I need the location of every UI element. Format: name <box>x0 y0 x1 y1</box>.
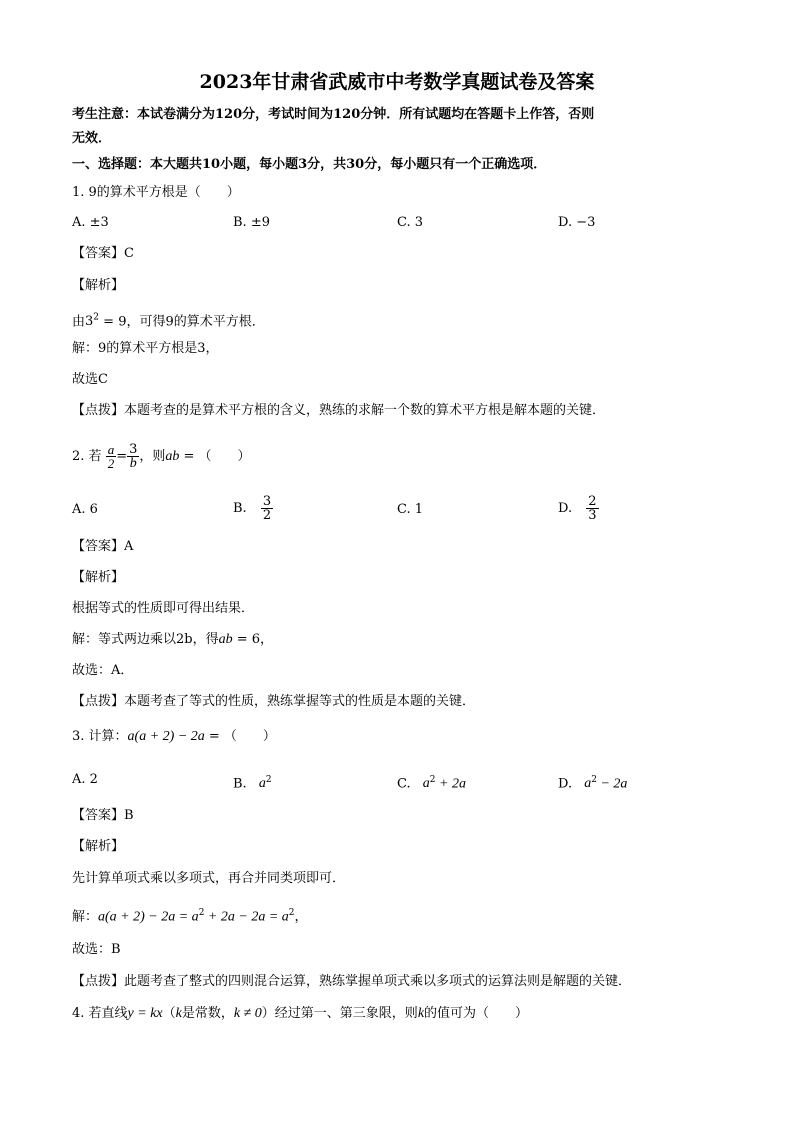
q1-analysis-heading: 【解析】 <box>72 278 125 293</box>
q2-answer: 【答案】A <box>72 539 134 554</box>
q2-option-d: D. $\frac{2}{3}$ <box>558 494 597 523</box>
q1-option-c: C. 3 <box>397 215 424 230</box>
section-heading: 一、选择题：本大题共10小题，每小题3分，共30分，每小题只有一个正确选项． <box>72 157 547 172</box>
q2-option-c: C. 1 <box>397 502 424 517</box>
q2-solution: 解：等式两边乘以2b，得ab = 6， <box>72 632 274 647</box>
q2-fraction-a-over-2: $\frac{a}{2}$ <box>107 442 115 471</box>
q2-tip: 【点拨】本题考查了等式的性质，熟练掌握等式的性质是本题的关键． <box>72 694 476 709</box>
q3-stem: 3. 计算：a(a + 2) − 2a = （ ） <box>72 729 276 744</box>
q2-option-a: A. 6 <box>72 502 98 517</box>
q2-analysis-heading: 【解析】 <box>72 570 125 585</box>
q1-choice: 故选C <box>72 372 108 387</box>
q2-analysis: 根据等式的性质即可得出结果． <box>72 601 255 616</box>
q2-fraction-3-over-b: $\frac{3}{b}$ <box>129 442 138 471</box>
q1-stem: 1. 9的算术平方根是（ ） <box>72 185 240 200</box>
q3-option-b: B. $a^2$ <box>233 775 272 792</box>
notice-line-2: 无效． <box>72 131 112 146</box>
q3-option-c: C. $a^2 + 2a$ <box>397 775 466 792</box>
q2-stem: 2. 若 $\frac{a}{2}$ = $\frac{3}{b}$ ，则ab = （ ） <box>72 442 251 471</box>
q4-stem: 4. 若直线y = kx（k是常数，k ≠ 0）经过第一、第三象限，则k的值可为（ ） <box>72 1006 529 1021</box>
q3-analysis: 先计算单项式乘以多项式，再合并同类项即可． <box>72 871 346 886</box>
q1-analysis: 由$3^2 = 9$，可得9的算术平方根． <box>72 313 265 330</box>
q1-option-b: B. ±9 <box>233 215 270 230</box>
notice-line-1: 考生注意：本试卷满分为120分，考试时间为120分钟．所有试题均在答题卡上作答，否则 <box>72 107 595 122</box>
q2-option-b: B. $\frac{3}{2}$ <box>233 494 272 523</box>
q3-analysis-heading: 【解析】 <box>72 839 125 854</box>
q1-power: $3^2$ <box>85 313 100 330</box>
q3-option-d: D. $a^2 - 2a$ <box>558 775 628 792</box>
q1-tip: 【点拨】本题考查的是算术平方根的含义，熟练的求解一个数的算术平方根是解本题的关键． <box>72 403 606 418</box>
q2-option-b-fraction: $\frac{3}{2}$ <box>262 494 272 523</box>
q3-choice: 故选：B <box>72 942 121 957</box>
q2-option-d-fraction: $\frac{2}{3}$ <box>588 494 597 523</box>
q2-choice: 故选：A． <box>72 663 134 678</box>
q3-answer: 【答案】B <box>72 808 134 823</box>
q3-tip: 【点拨】此题考查了整式的四则混合运算，熟练掌握单项式乘以多项式的运算法则是解题的关键． <box>72 974 632 989</box>
q1-option-d: D. −3 <box>558 215 596 230</box>
q3-option-a: A. 2 <box>72 772 98 787</box>
q1-solution: 解：9的算术平方根是3， <box>72 341 219 356</box>
q3-expression: a(a + 2) − 2a <box>127 729 205 744</box>
q1-option-a: A. ±3 <box>72 215 109 230</box>
page-title: 2023年甘肃省武威市中考数学真题试卷及答案 <box>199 71 595 93</box>
q1-answer: 【答案】C <box>72 246 134 261</box>
q3-solution: 解：$a(a + 2) - 2a = a^2 + 2a - 2a = a^2$， <box>72 908 308 925</box>
